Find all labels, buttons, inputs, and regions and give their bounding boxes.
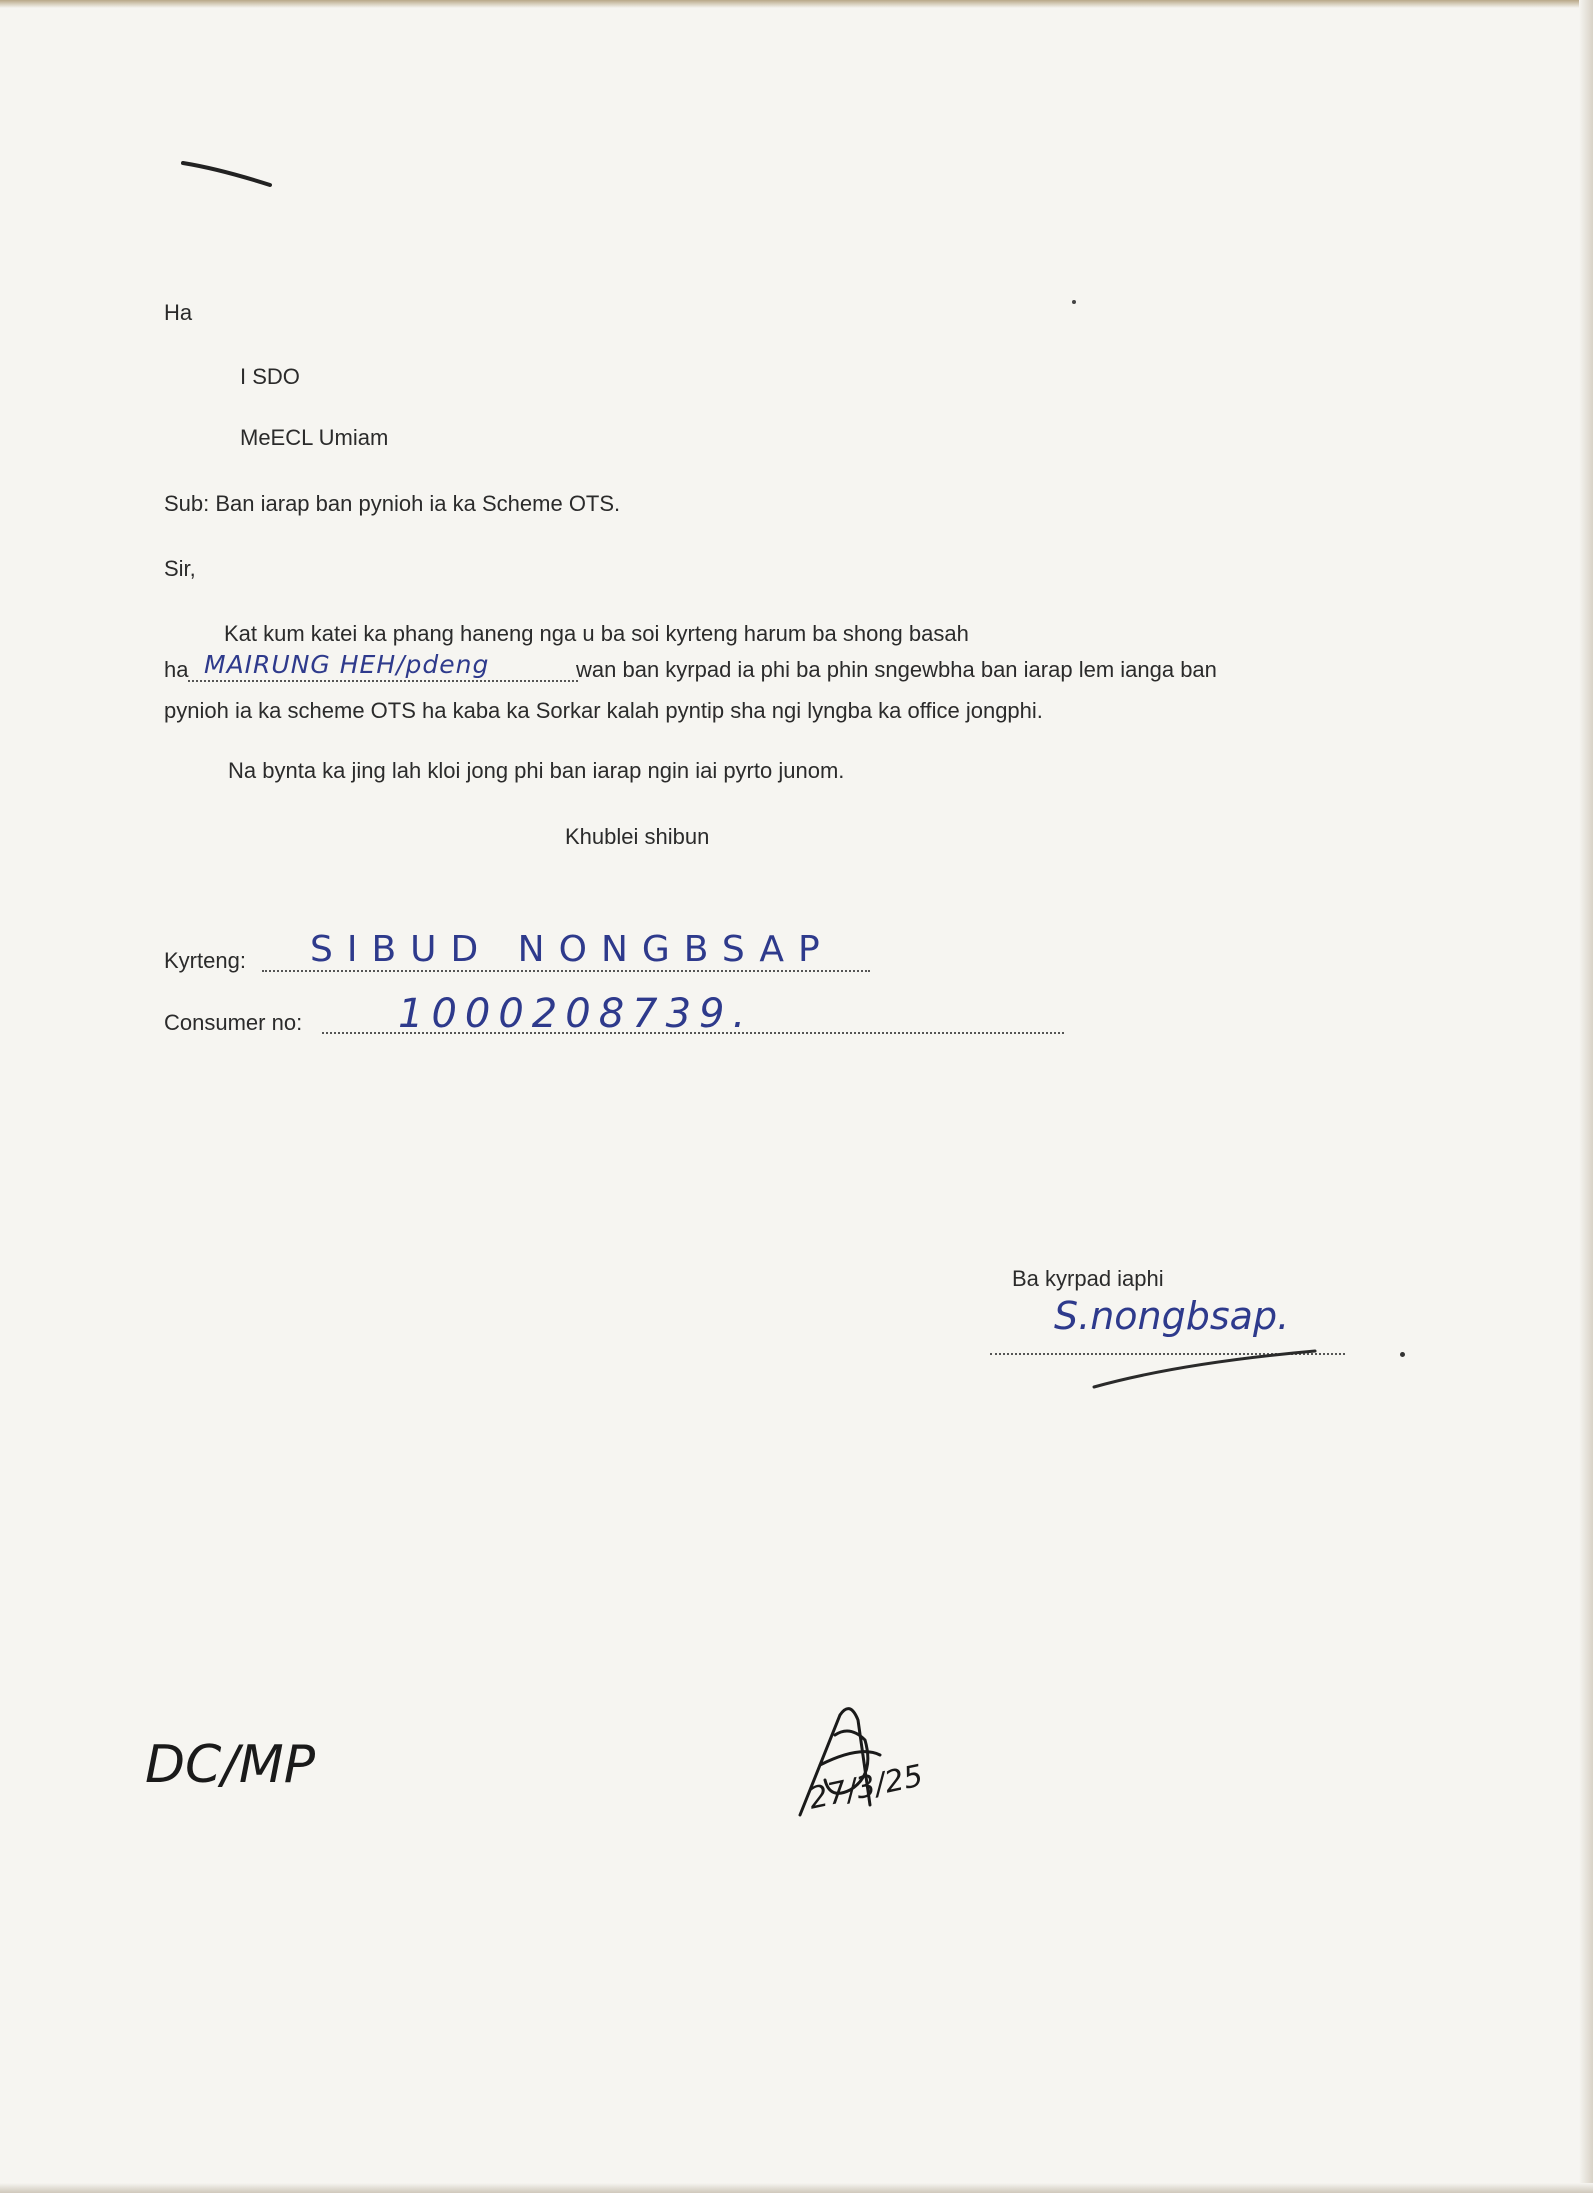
greeting: Sir,	[164, 556, 196, 581]
signature-underline-stroke	[1090, 1345, 1320, 1395]
page-edge-right	[1579, 0, 1593, 2193]
office-note-handwritten: DC/MP	[145, 1735, 316, 1795]
pen-stroke-mark	[180, 155, 275, 190]
signature-handwritten: S.nongbsap.	[1054, 1294, 1290, 1338]
name-dotted-line	[262, 970, 870, 972]
body-line-4: Na bynta ka jing lah kloi jong phi ban iarap ngin iai pyrto junom.	[228, 758, 845, 783]
page-edge-bottom	[0, 2183, 1593, 2193]
body-line-2-suffix: wan ban kyrpad ia phi ba phin sngewbha ban iarap lem ianga ban	[576, 657, 1217, 682]
body-line-2-prefix: ha	[164, 657, 189, 682]
official-date-handwritten: 27/3/25	[805, 1758, 927, 1817]
ink-dot	[1400, 1352, 1405, 1357]
name-label: Kyrteng:	[164, 948, 246, 973]
ink-dot	[1072, 300, 1076, 304]
page-edge-top	[0, 0, 1593, 8]
name-handwritten: SIBUD NONGBSAP	[310, 929, 834, 970]
consumer-no-label: Consumer no:	[164, 1010, 303, 1035]
salutation-to: Ha	[164, 300, 193, 325]
closing-text: Khublei shibun	[565, 824, 710, 849]
recipient-line-2: MeECL Umiam	[240, 425, 389, 450]
recipient-line-1: I SDO	[240, 364, 300, 389]
consumer-no-handwritten: 1000208739.	[398, 991, 754, 1037]
signature-label: Ba kyrpad iaphi	[1012, 1266, 1164, 1291]
body-line-1: Kat kum katei ka phang haneng nga u ba soi kyrteng harum ba shong basah	[224, 621, 969, 646]
subject-line: Sub: Ban iarap ban pynioh ia ka Scheme OTS.	[164, 491, 621, 516]
address-handwritten: MAIRUNG HEH/pdeng	[204, 650, 490, 679]
body-line-3: pynioh ia ka scheme OTS ha kaba ka Sorkar kalah pyntip sha ngi lyngba ka office jongphi.	[164, 698, 1043, 723]
address-dotted-line	[188, 680, 578, 682]
